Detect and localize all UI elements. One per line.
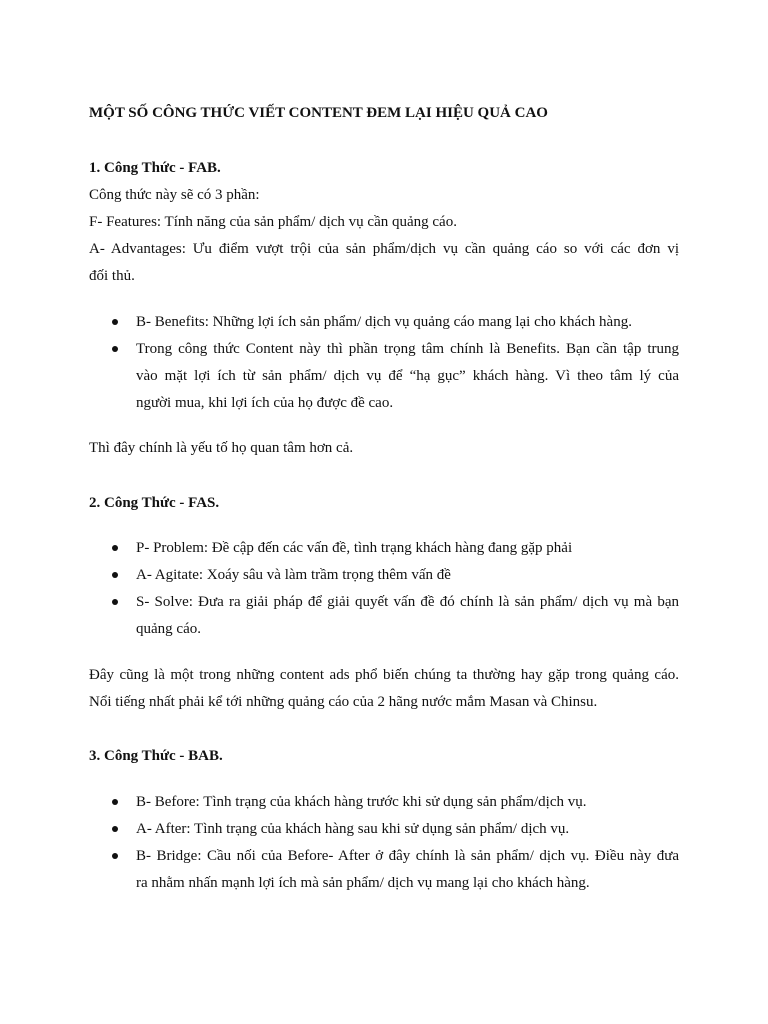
bullet-dot (112, 599, 118, 605)
bullet-dot (112, 826, 118, 832)
bullet-dot (112, 572, 118, 578)
list-item-benefits: B- Benefits: Những lợi ích sản phẩm/ dịch vụ quảng cáo mang lại cho khách hàng. (136, 314, 632, 330)
bullet-dot (112, 346, 118, 352)
paragraph-closing: Thì đây chính là yếu tố họ quan tâm hơn cả. (89, 440, 354, 456)
document-title: MỘT SỐ CÔNG THỨC VIẾT CONTENT ĐEM LẠI HIỆU QUẢ CAO (89, 105, 548, 121)
bullet-dot (112, 853, 118, 859)
list-item-problem: P- Problem: Đề cập đến các vấn đề, tình trạng khách hàng đang gặp phải (136, 540, 573, 556)
bullet-dot (112, 799, 118, 805)
list-item-line: quảng cáo. (136, 621, 201, 637)
paragraph-advantages-line: A- Advantages: Ưu điểm vượt trội của sản phẩm/dịch vụ cần quảng cáo so với các đơn vị (89, 241, 679, 257)
list-item-before: B- Before: Tình trạng của khách hàng trước khi sử dụng sản phẩm/dịch vụ. (136, 794, 587, 810)
paragraph-features: F- Features: Tính năng của sản phẩm/ dịch vụ cần quảng cáo. (89, 214, 457, 230)
bullet-dot (112, 545, 118, 551)
paragraph-closing: Nổi tiếng nhất phải kể tới những quảng cáo của 2 hãng nước mắm Masan và Chinsu. (89, 694, 598, 710)
list-item-agitate: A- Agitate: Xoáy sâu và làm trầm trọng thêm vấn đề (136, 567, 451, 583)
section-heading-fas: 2. Công Thức - FAS. (89, 495, 220, 511)
section-heading-bab: 3. Công Thức - BAB. (89, 748, 223, 764)
list-item-line: Trong công thức Content này thì phần trọng tâm chính là Benefits. Bạn cần tập trung (136, 341, 679, 357)
section-heading-fab: 1. Công Thức - FAB. (89, 160, 221, 176)
list-item-line: ra nhằm nhấn mạnh lợi ích mà sản phẩm/ dịch vụ mang lại cho khách hàng. (136, 875, 590, 891)
list-item-line: người mua, khi lợi ích của họ được đề cao. (136, 395, 394, 411)
list-item-after: A- After: Tình trạng của khách hàng sau khi sử dụng sản phẩm/ dịch vụ. (136, 821, 570, 837)
list-item-bridge: B- Bridge: Cầu nối của Before- After ở đây chính là sản phẩm/ dịch vụ. Điều này đưa (136, 848, 679, 864)
paragraph-closing: Đây cũng là một trong những content ads phổ biến chúng ta thường hay gặp trong quảng cáo. (89, 667, 679, 683)
paragraph-advantages-line: đối thủ. (89, 268, 135, 284)
paragraph-intro: Công thức này sẽ có 3 phần: (89, 187, 260, 203)
list-item-solve: S- Solve: Đưa ra giải pháp để giải quyết vấn đề đó chính là sản phẩm/ dịch vụ mà bạn (136, 594, 679, 610)
bullet-dot (112, 319, 118, 325)
list-item-line: vào mặt lợi ích từ sản phẩm/ dịch vụ để “hạ gục” khách hàng. Vì theo tâm lý của (136, 368, 679, 384)
